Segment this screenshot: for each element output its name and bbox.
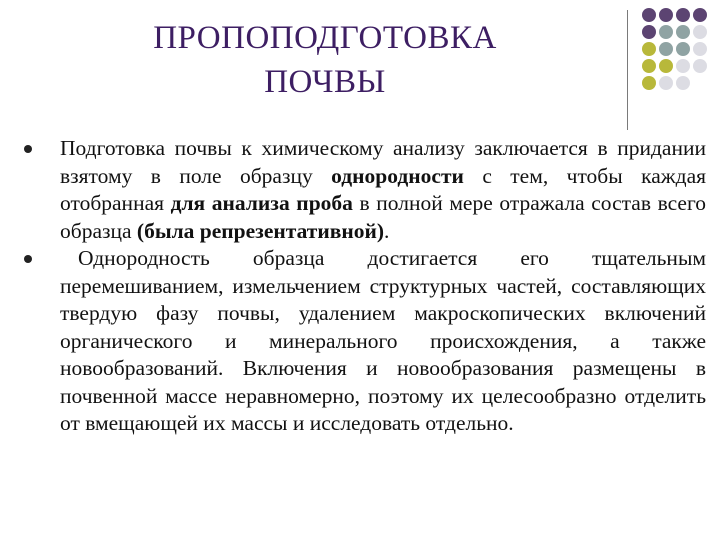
decorative-dot xyxy=(676,8,690,22)
paragraph-text: с тем, чтобы каждая отобранная xyxy=(60,163,706,215)
decorative-dot xyxy=(642,59,656,73)
decorative-dot xyxy=(676,42,690,56)
decorative-dot xyxy=(642,8,656,22)
decorative-dot xyxy=(642,76,656,90)
bullet-paragraph-1 xyxy=(18,135,706,245)
decorative-dot xyxy=(659,25,673,39)
bullet-icon xyxy=(24,145,32,153)
paragraph-text: . xyxy=(384,218,390,243)
title-line-2: ПОЧВЫ xyxy=(264,64,386,100)
decorative-dot xyxy=(693,25,707,39)
bold-term-homogeneity: однородности xyxy=(331,163,464,188)
decorative-dot xyxy=(659,76,673,90)
bold-term-sample: для анализа проба xyxy=(170,191,353,215)
decorative-divider xyxy=(627,10,628,130)
slide-body xyxy=(18,135,706,438)
decorative-dot xyxy=(659,59,673,73)
decorative-dot xyxy=(659,42,673,56)
decorative-dot xyxy=(676,76,690,90)
decorative-dot xyxy=(693,59,707,73)
decorative-dot xyxy=(693,76,707,90)
decorative-dot-grid xyxy=(642,8,707,90)
paragraph-text: Однородность образца достигается его тщательным перемешиванием, измельчением структурных частей, составляющих твердую фазу почвы, удалением макроскопических включений органического и минерального происхождения, а также новообразований. Включения и новообразования размещены в почвенной массе неравномерно, поэтому их целесообразно отделить от вмещающей их массы и исследовать отдельно. xyxy=(60,246,706,435)
paragraph-text: Подготовка почвы к химическому анализу заключается в придании взятому в поле образцу xyxy=(60,136,706,188)
decorative-dot xyxy=(642,42,656,56)
title-line-1: ПРОПОПОДГОТОВКА xyxy=(153,20,497,56)
decorative-dot xyxy=(676,25,690,39)
decorative-dot xyxy=(642,25,656,39)
decorative-dot xyxy=(693,8,707,22)
bullet-paragraph-2 xyxy=(18,245,706,438)
paragraph-text: в полной мере отражала состав всего образца xyxy=(60,191,706,243)
decorative-dot xyxy=(659,8,673,22)
decorative-dot xyxy=(693,42,707,56)
slide-title xyxy=(90,16,560,104)
bullet-icon xyxy=(24,255,32,263)
bold-term-representative: (была репрезентативной) xyxy=(136,218,385,243)
decorative-dot xyxy=(676,59,690,73)
